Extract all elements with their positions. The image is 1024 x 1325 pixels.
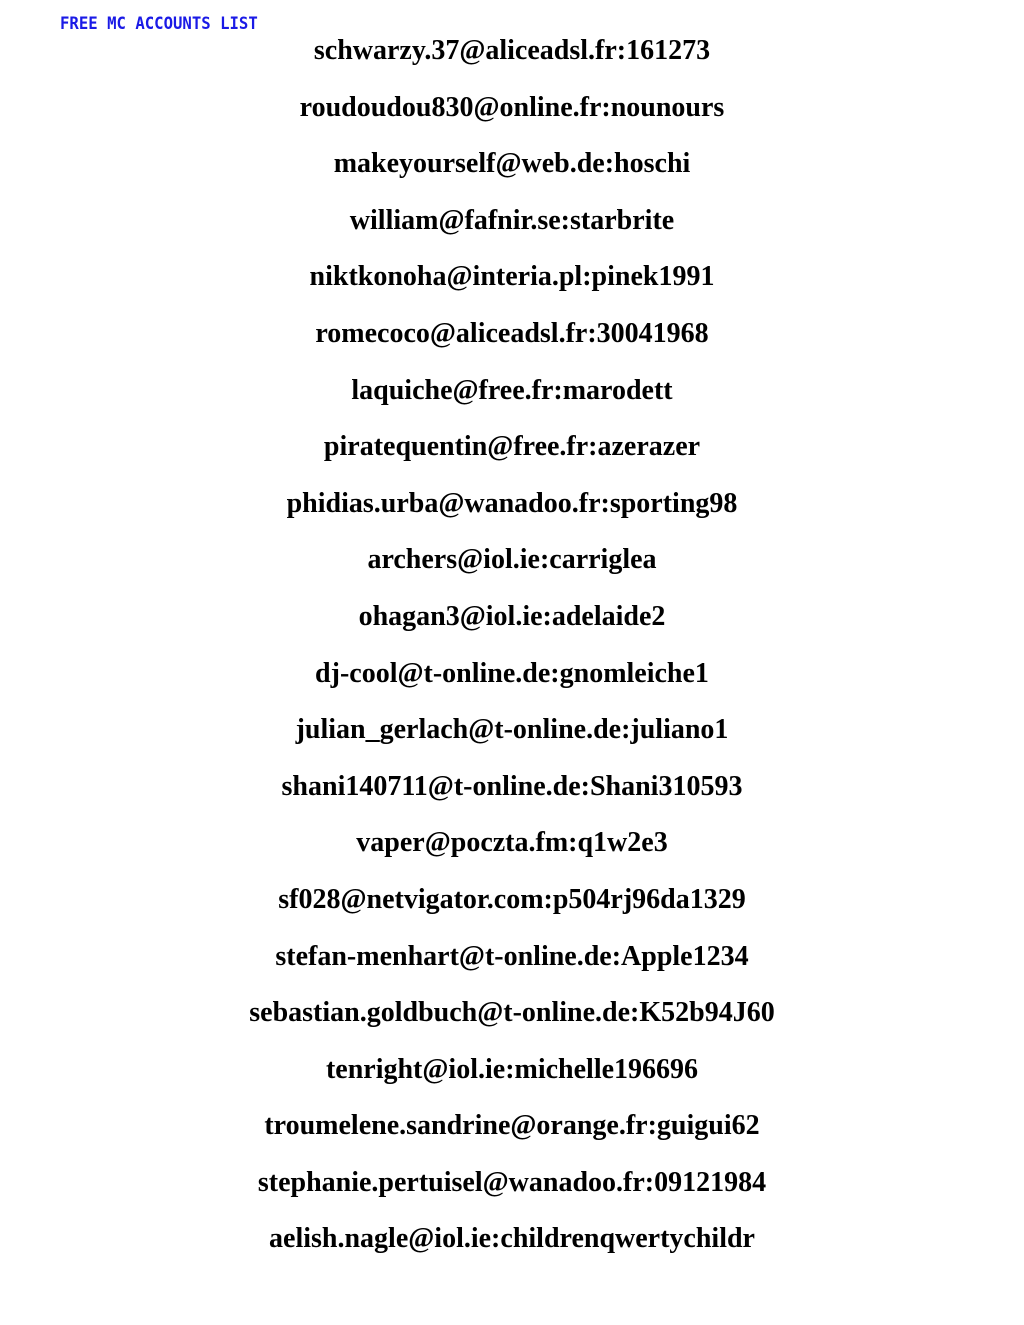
list-item: phidias.urba@wanadoo.fr:sporting98	[286, 487, 738, 519]
list-item: niktkonoha@interia.pl:pinek1991	[309, 261, 715, 293]
list-item: archers@iol.ie:carriglea	[367, 544, 657, 576]
list-item: shani140711@t-online.de:Shani310593	[281, 770, 743, 802]
list-item: dj-cool@t-online.de:gnomleiche1	[315, 657, 709, 689]
list-item: roudoudou830@online.fr:nounours	[299, 91, 725, 123]
list-item: romecoco@aliceadsl.fr:30041968	[315, 317, 709, 349]
list-item: stephanie.pertuisel@wanadoo.fr:09121984	[257, 1166, 767, 1198]
list-item: ohagan3@iol.ie:adelaide2	[358, 600, 666, 632]
list-item: sebastian.goldbuch@t-online.de:K52b94J60	[249, 997, 775, 1029]
list-item: schwarzy.37@aliceadsl.fr:161273	[313, 35, 711, 66]
list-item: aelish.nagle@iol.ie:childrenqwertychildr	[269, 1223, 755, 1255]
list-item: william@fafnir.se:starbrite	[349, 204, 675, 236]
list-item: makeyourself@web.de:hoschi	[333, 148, 691, 180]
entry-list	[0, 32, 1024, 1277]
list-item: julian_gerlach@t-online.de:juliano1	[295, 714, 729, 746]
list-item: sf028@netvigator.com:p504rj96da1329	[278, 883, 746, 915]
list-item: vaper@poczta.fm:q1w2e3	[356, 827, 668, 859]
list-item: troumelene.sandrine@orange.fr:guigui62	[264, 1110, 760, 1142]
list-item: laquiche@free.fr:marodett	[351, 374, 673, 406]
list-item: piratequentin@free.fr:azerazer	[323, 431, 701, 463]
page-title: FREE MC ACCOUNTS LIST	[60, 14, 258, 34]
list-item: tenright@iol.ie:michelle196696	[325, 1053, 699, 1085]
list-item: stefan-menhart@t-online.de:Apple1234	[275, 940, 749, 972]
